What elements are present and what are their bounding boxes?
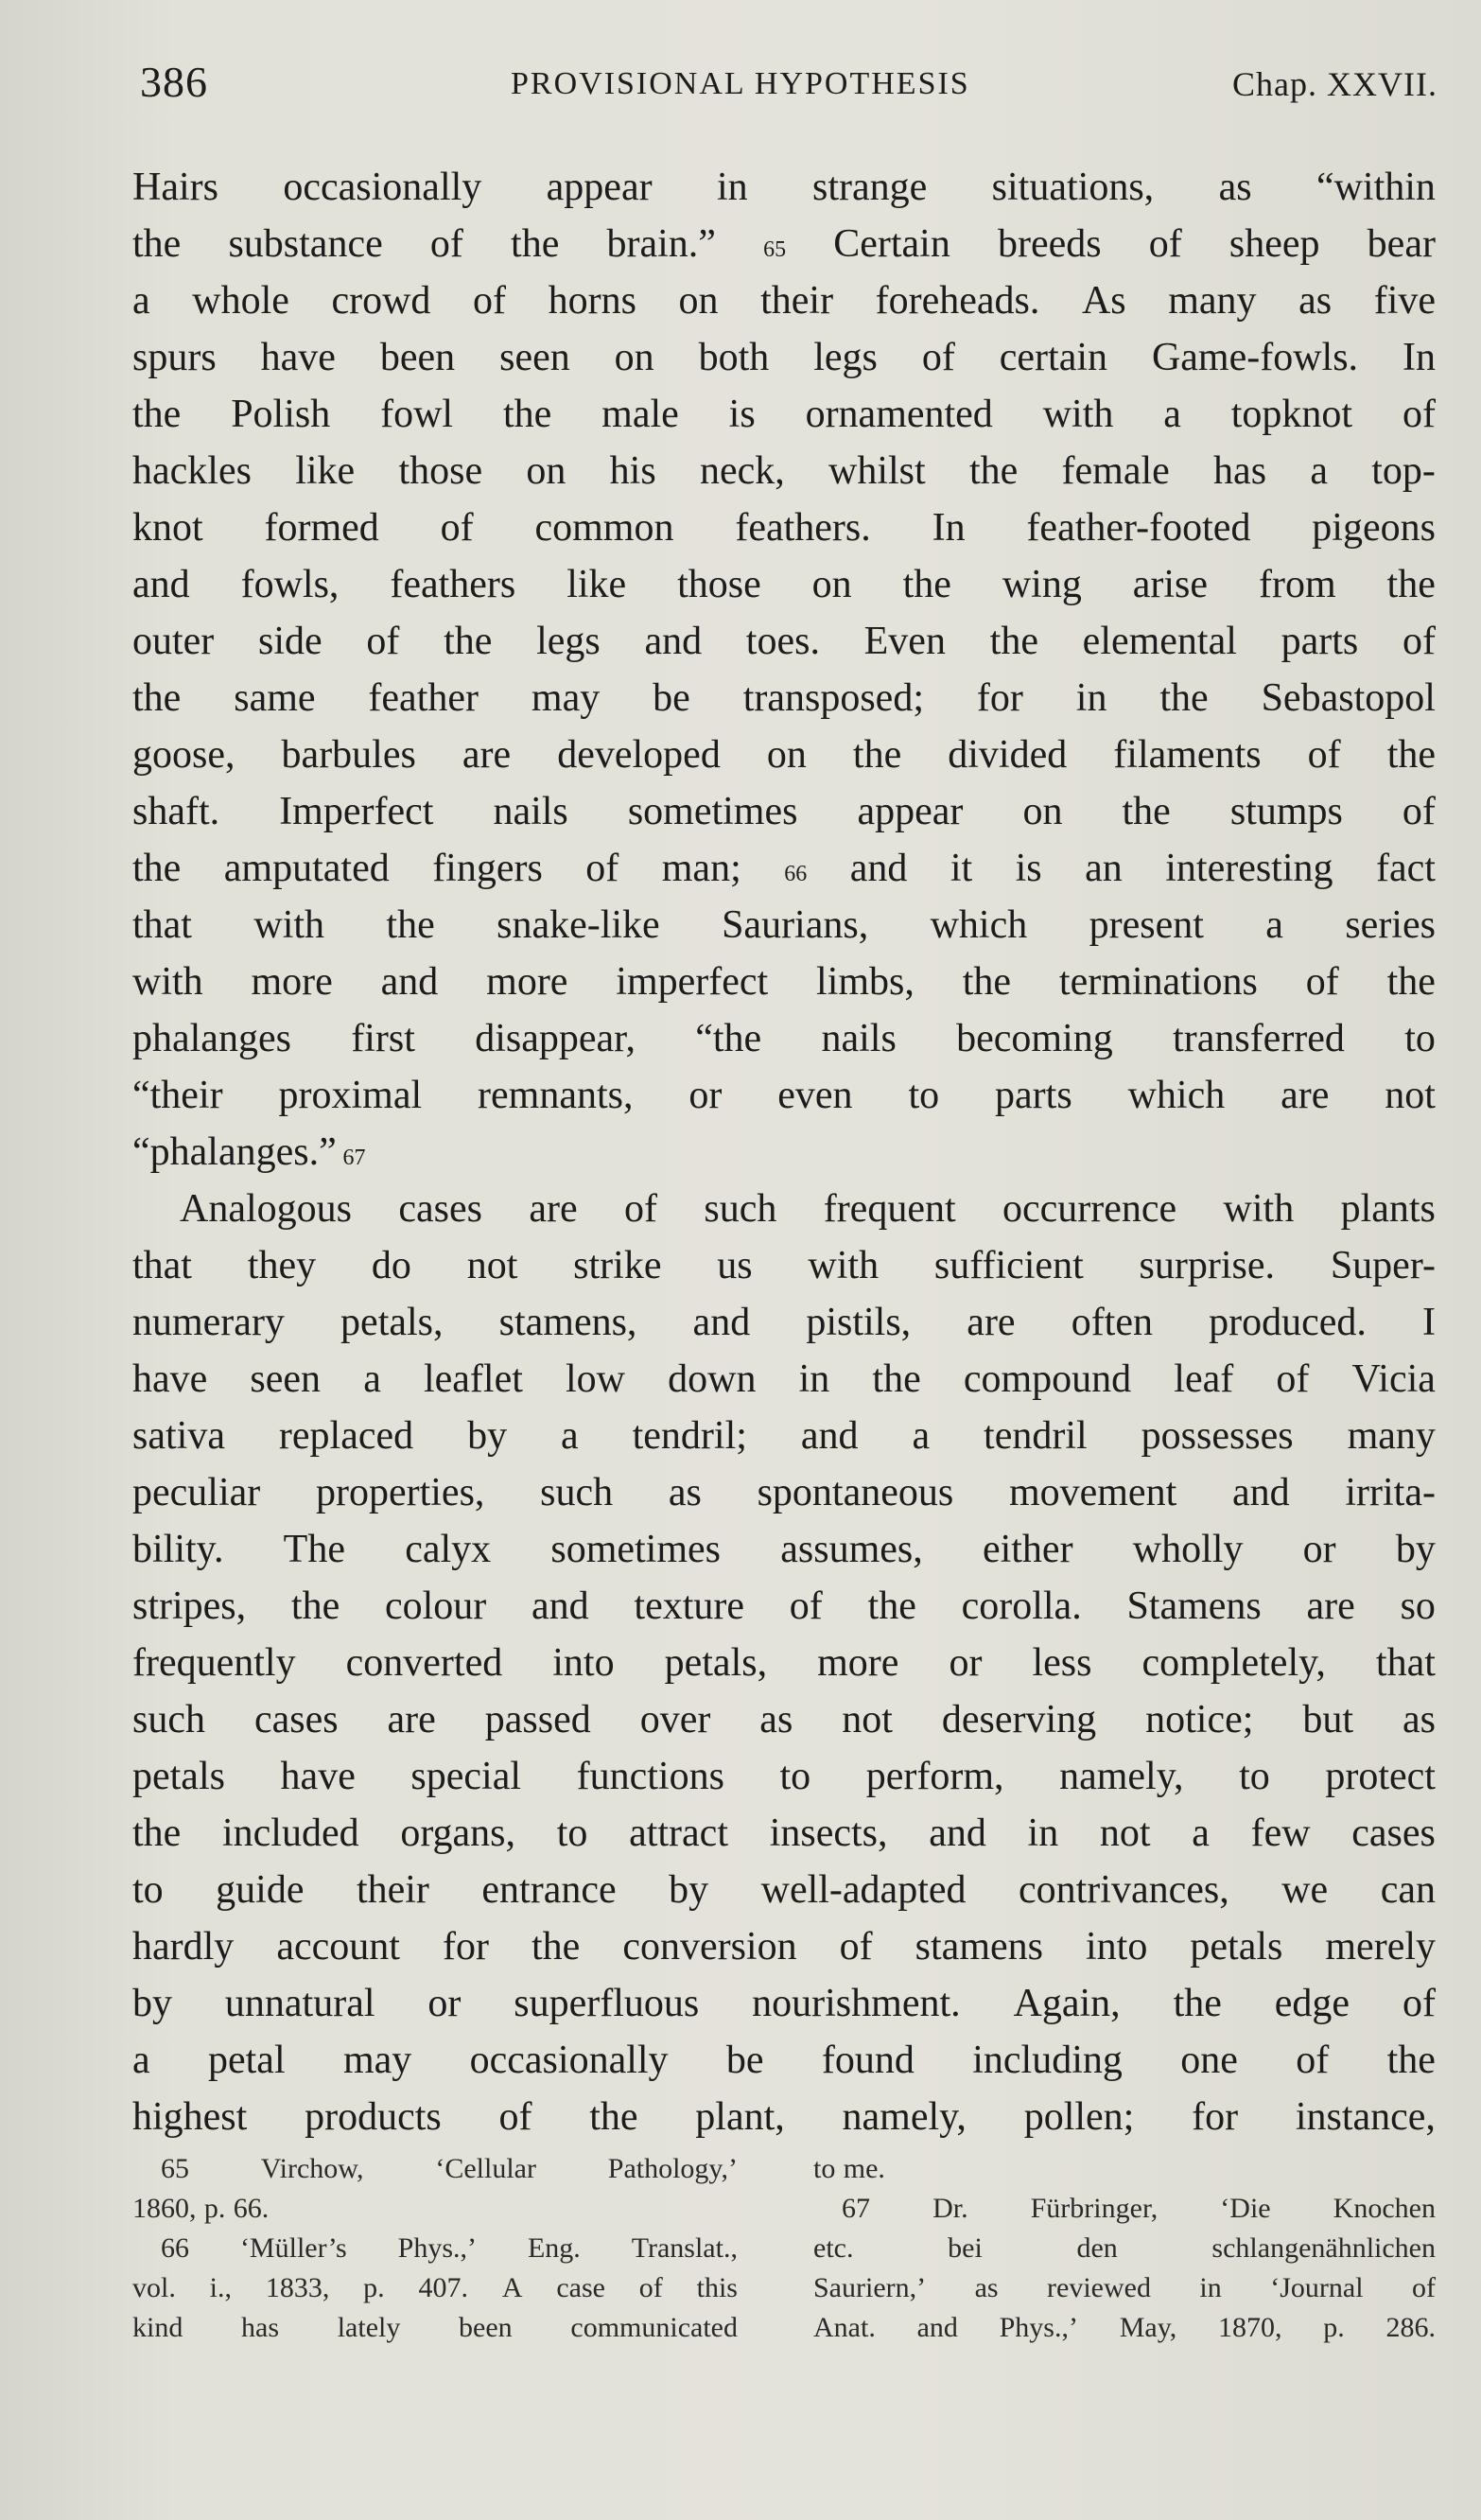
text-line: knot formed of common feathers. In feather-footed pigeons: [132, 506, 1436, 550]
text-line: hardly account for the conversion of stamens into petals merely: [132, 1925, 1436, 1969]
text-line: shaft. Imperfect nails sometimes appear on the stumps of: [132, 790, 1436, 833]
chapter-label: Chap. XXVII.: [1232, 65, 1437, 103]
text-line: by unnatural or superfluous nourishment. Again, the edge of: [132, 1982, 1436, 2025]
text-line: have seen a leaflet low down in the compound leaf of Vicia: [132, 1357, 1436, 1401]
text-line: goose, barbules are developed on the divided filaments of the: [132, 733, 1436, 777]
footnote-line: Sauriern,’ as reviewed in ‘Journal of: [813, 2272, 1436, 2303]
text-line: such cases are passed over as not deserving notice; but as: [132, 1698, 1436, 1741]
text-line: Hairs occasionally appear in strange situations, as “within: [132, 166, 1436, 209]
text-line: frequently converted into petals, more or less completely, that: [132, 1641, 1436, 1685]
footnote-line: Anat. and Phys.,’ May, 1870, p. 286.: [813, 2312, 1436, 2343]
text-line: that they do not strike us with sufficient surprise. Super-: [132, 1244, 1436, 1287]
text-line: hackles like those on his neck, whilst the female has a top-: [132, 449, 1436, 493]
footnote-line: 66 ‘Müller’s Phys.,’ Eng. Translat.,: [161, 2232, 738, 2264]
text-line: sativa replaced by a tendril; and a tendril possesses many: [132, 1414, 1436, 1458]
text-line: “phalanges.” 67: [132, 1130, 366, 1174]
text-line: the substance of the brain.” 65 Certain breeds of sheep bear: [132, 222, 1436, 266]
text-line: a petal may occasionally be found including one of the: [132, 2039, 1436, 2082]
text-line: and fowls, feathers like those on the wing arise from the: [132, 563, 1436, 606]
footnote-line: 65 Virchow, ‘Cellular Pathology,’: [161, 2153, 738, 2184]
text-line: the same feather may be transposed; for in the Sebastopol: [132, 676, 1436, 720]
body-text: [132, 159, 1436, 2145]
running-head: [132, 57, 1437, 123]
footnote-line: vol. i., 1833, p. 407. A case of this: [132, 2272, 738, 2303]
text-line: that with the snake-like Saurians, which present a series: [132, 903, 1436, 947]
text-line: the included organs, to attract insects, and in not a few cases: [132, 1811, 1436, 1855]
footnote-line: 1860, p. 66.: [132, 2193, 270, 2224]
footnote-line: 67 Dr. Fürbringer, ‘Die Knochen: [842, 2193, 1436, 2224]
footnotes: [132, 2149, 1436, 2386]
text-line: petals have special functions to perform, namely, to protect: [132, 1755, 1436, 1798]
text-line: the Polish fowl the male is ornamented with a topknot of: [132, 393, 1436, 436]
text-line: peculiar properties, such as spontaneous movement and irrita-: [132, 1471, 1436, 1514]
text-line: bility. The calyx sometimes assumes, either wholly or by: [132, 1528, 1436, 1571]
footnote-line: kind has lately been communicated: [132, 2312, 738, 2343]
footnote-line: to me.: [813, 2153, 885, 2184]
page-number: 386: [140, 58, 208, 106]
text-line: “their proximal remnants, or even to parts which are not: [132, 1074, 1436, 1117]
text-line: outer side of the legs and toes. Even the elemental parts of: [132, 620, 1436, 663]
text-line: with more and more imperfect limbs, the terminations of the: [132, 960, 1436, 1004]
text-line: spurs have been seen on both legs of certain Game-fowls. In: [132, 336, 1436, 379]
text-line: a whole crowd of horns on their foreheads. As many as five: [132, 279, 1436, 323]
text-line: Analogous cases are of such frequent occurrence with plants: [180, 1187, 1436, 1231]
text-line: highest products of the plant, namely, pollen; for instance,: [132, 2095, 1436, 2139]
running-title: PROVISIONAL HYPOTHESIS: [511, 66, 970, 101]
footnote-line: etc. bei den schlangenähnlichen: [813, 2232, 1436, 2264]
text-line: stripes, the colour and texture of the corolla. Stamens are so: [132, 1584, 1436, 1628]
footnotes-right-column: [813, 2149, 1436, 2348]
text-line: numerary petals, stamens, and pistils, are often produced. I: [132, 1301, 1436, 1344]
text-line: the amputated fingers of man; 66 and it is an interesting fact: [132, 847, 1436, 890]
footnotes-left-column: [132, 2149, 738, 2348]
text-line: to guide their entrance by well-adapted contrivances, we can: [132, 1868, 1436, 1912]
text-line: phalanges first disappear, “the nails becoming transferred to: [132, 1017, 1436, 1060]
